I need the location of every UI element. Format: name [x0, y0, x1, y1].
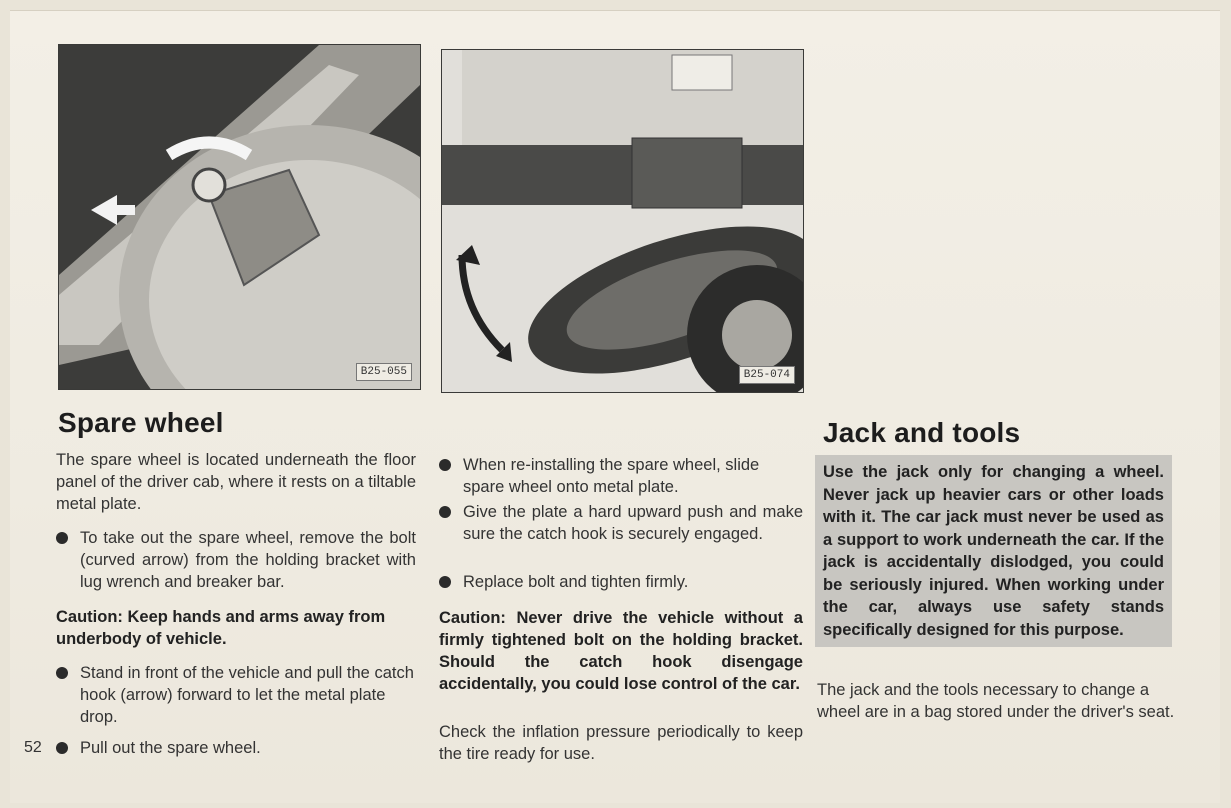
bullet-icon	[439, 506, 451, 518]
photo-spare-wheel-bracket	[58, 44, 421, 390]
figure-label: B25-074	[739, 366, 795, 384]
jack-tools-body: The jack and the tools necessary to change a wheel are in a bag stored under the driver's seat.	[817, 681, 1175, 721]
bullet-pull-out-wheel	[56, 737, 416, 759]
under-car-illustration	[442, 50, 803, 392]
jack-tools-heading: Jack and tools	[823, 417, 1021, 448]
bullet-icon	[56, 667, 68, 679]
spare-wheel-heading: Spare wheel	[58, 407, 224, 438]
bullet-icon	[439, 576, 451, 588]
figure-label: B25-055	[356, 363, 412, 381]
manual-page	[10, 10, 1220, 803]
page-number: 52	[24, 739, 42, 756]
bullet-icon	[439, 459, 451, 471]
bullet-replace-bolt	[439, 571, 803, 593]
bullet-remove-bolt	[56, 527, 416, 593]
spare-wheel-intro: The spare wheel is located underneath the floor panel of the driver cab, where it rests on a tiltable metal plate.	[56, 451, 416, 513]
bullet-text: Pull out the spare wheel.	[80, 739, 261, 757]
bullet-text: To take out the spare wheel, remove the bolt (curved arrow) from the holding bracket with lug wrench and breaker bar.	[80, 529, 416, 591]
bracket-illustration	[59, 45, 420, 389]
bullet-text: Stand in front of the vehicle and pull the catch hook (arrow) forward to let the metal plate drop.	[80, 664, 414, 726]
caution-tightened-bolt: Caution: Never drive the vehicle without a firmly tightened bolt on the holding bracket. Should the catch hook disengage accidentally, you could lose control of the car.	[439, 609, 803, 693]
caution-hands: Caution: Keep hands and arms away from underbody of vehicle.	[56, 608, 386, 648]
bullet-pull-catch-hook	[56, 662, 416, 728]
bullet-icon	[56, 742, 68, 754]
bullet-icon	[56, 532, 68, 544]
bullet-push-plate	[439, 501, 803, 545]
bullet-text: When re-installing the spare wheel, slide spare wheel onto metal plate.	[463, 456, 760, 496]
jack-warning-box: Use the jack only for changing a wheel. Never jack up heavier cars or other loads with it. The car jack must never be used as a support to work underneath the car. If the jack is accidentally dislodged, you could be seriously injured. When working under the car, always use safety stands specifically designed for this purpose.	[815, 455, 1172, 647]
inflation-note: Check the inflation pressure periodically to keep the tire ready for use.	[439, 723, 803, 763]
bullet-text: Replace bolt and tighten firmly.	[463, 573, 689, 591]
bullet-reinstall	[439, 454, 803, 498]
bullet-text: Give the plate a hard upward push and make sure the catch hook is securely engaged.	[463, 503, 803, 543]
photo-spare-wheel-under-car	[441, 49, 804, 393]
